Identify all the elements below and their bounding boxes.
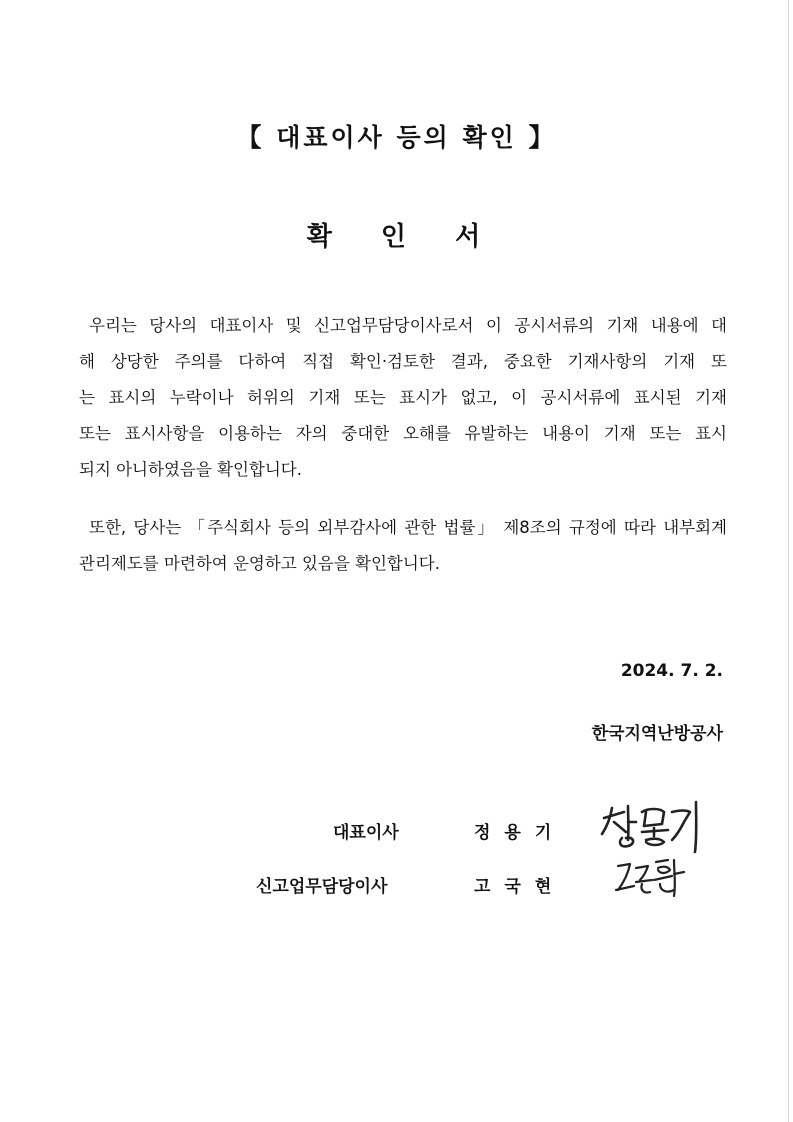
- reporting-director-role-label: 신고업무담당이사: [256, 877, 388, 897]
- company-name: 한국지역난방공사: [591, 724, 723, 744]
- paragraph-line: 우리는 당사의 대표이사 및 신고업무담당이사로서 이 공시서류의 기재 내용에 대: [89, 316, 727, 335]
- ceo-role-label: 대표이사: [333, 823, 399, 843]
- scan-edge-line: [788, 0, 789, 1122]
- reporting-director-name: 고국현: [474, 877, 566, 897]
- paragraph-line: 또는 표시사항을 이용하는 자의 중대한 오해를 유발하는 내용이 기재 또는 표시: [79, 424, 727, 443]
- paragraph-line: 되지 아니하였음을 확인합니다.: [79, 460, 302, 479]
- paragraph-line: 관리제도를 마련하여 운영하고 있음을 확인합니다.: [79, 554, 440, 573]
- reporting-director-signature: [612, 854, 692, 900]
- paragraph-line: 는 표시의 누락이나 허위의 기재 또는 표시가 없고, 이 공시서류에 표시된 기재: [79, 388, 727, 407]
- confirmation-paragraph-2: [79, 514, 727, 574]
- section-heading: 【 대표이사 등의 확인 】: [236, 123, 557, 152]
- confirmation-paragraph-1: [79, 312, 727, 479]
- document-date: 2024. 7. 2.: [620, 661, 723, 681]
- ceo-signature: [598, 798, 708, 854]
- paragraph-line: 또한, 당사는 「주식회사 등의 외부감사에 관한 법률」 제8조의 규정에 따라 내부회계: [89, 518, 727, 537]
- document-title: 확 인 서: [306, 222, 501, 252]
- ceo-name: 정용기: [474, 823, 566, 843]
- paragraph-line: 해 상당한 주의를 다하여 직접 확인·검토한 결과, 중요한 기재사항의 기재 또: [79, 352, 727, 371]
